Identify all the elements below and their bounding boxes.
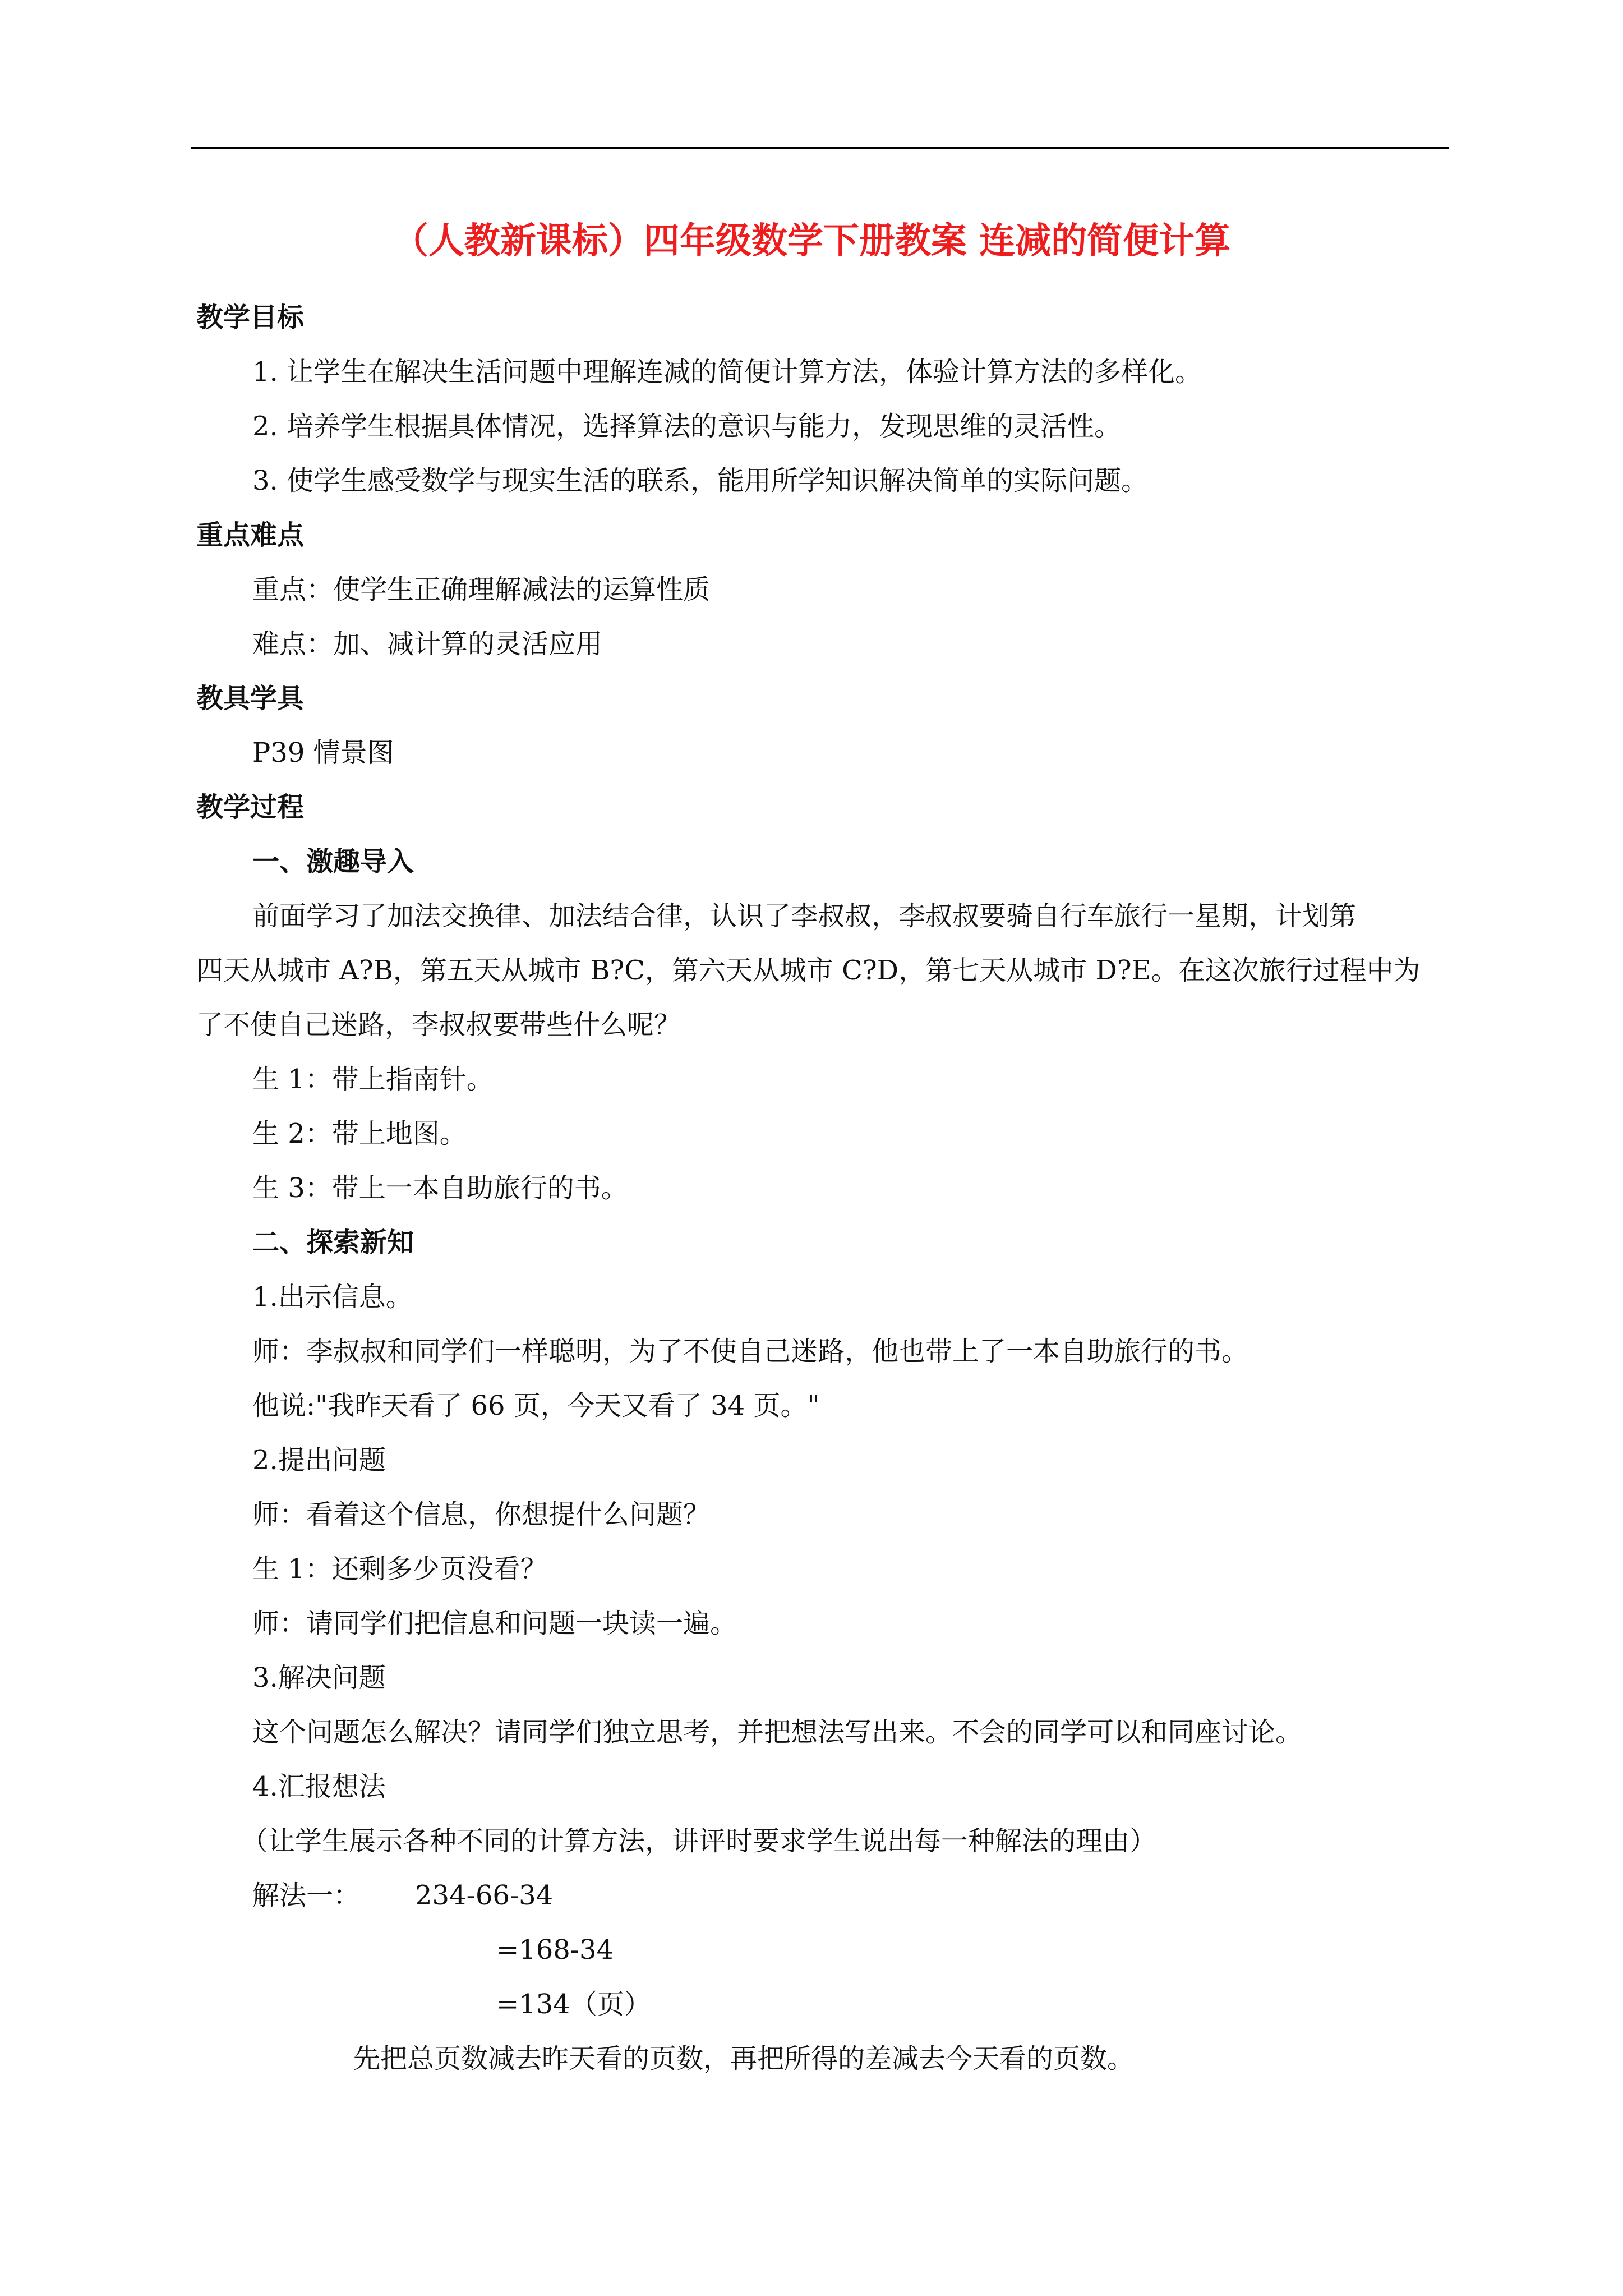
goal-item-3: 3. 使学生感受数学与现实生活的联系，能用所学知识解决简单的实际问题。 xyxy=(252,465,1149,496)
key-point-text: 重点：使学生正确理解减法的运算性质 xyxy=(252,574,711,605)
method-1-expression: 234-66-34 xyxy=(415,1880,554,1911)
intro-paragraph-line-2: 四天从城市 A?B，第五天从城市 B?C，第六天从城市 C?D，第七天从城市 D?E。在这次旅行过程中为 xyxy=(196,955,1421,986)
document-title: （人教新课标）四年级数学下册教案 连减的简便计算 xyxy=(392,220,1231,262)
method-1-explanation: 先把总页数减去昨天看的页数，再把所得的差减去今天看的页数。 xyxy=(353,2043,1135,2074)
step-1-title: 1.出示信息。 xyxy=(252,1281,413,1313)
teacher-line-2: 师：看着这个信息，你想提什么问题？ xyxy=(252,1499,711,1530)
goal-item-1: 1. 让学生在解决生活问题中理解连减的简便计算方法，体验计算方法的多样化。 xyxy=(252,356,1202,388)
intro-paragraph-line-3: 了不使自己迷路，李叔叔要带些什么呢？ xyxy=(196,1009,681,1041)
intro-paragraph-line-1: 前面学习了加法交换律、加法结合律，认识了李叔叔，李叔叔要骑自行车旅行一星期，计划第 xyxy=(252,900,1357,932)
heading-teaching-goals: 教学目标 xyxy=(196,302,305,333)
method-note: （让学生展示各种不同的计算方法，讲评时要求学生说出每一种解法的理由） xyxy=(241,1825,1157,1857)
heading-key-points: 重点难点 xyxy=(196,519,305,551)
teacher-line-1: 师：李叔叔和同学们一样聪明，为了不使自己迷路，他也带上了一本自助旅行的书。 xyxy=(252,1336,1249,1367)
goal-item-2: 2. 培养学生根据具体情况，选择算法的意识与能力，发现思维的灵活性。 xyxy=(252,411,1122,442)
step-2-title: 2.提出问题 xyxy=(252,1444,386,1476)
student-answer-2: 生 2：带上地图。 xyxy=(252,1118,467,1149)
heading-teaching-process: 教学过程 xyxy=(196,792,305,823)
quote-line: 他说:"我昨天看了 66 页，今天又看了 34 页。" xyxy=(252,1390,820,1421)
student-answer-1: 生 1：带上指南针。 xyxy=(252,1064,494,1095)
method-1-step-b: =134（页） xyxy=(496,1989,651,2020)
header-rule xyxy=(191,147,1449,149)
method-1-label: 解法一： xyxy=(252,1880,361,1911)
step-4-title: 4.汇报想法 xyxy=(252,1771,386,1802)
heading-teaching-tools: 教具学具 xyxy=(196,683,305,714)
step-3-title: 3.解决问题 xyxy=(252,1662,386,1694)
heading-part-1: 一、激趣导入 xyxy=(252,846,414,877)
difficult-point-text: 难点：加、减计算的灵活应用 xyxy=(252,628,603,660)
heading-part-2: 二、探索新知 xyxy=(252,1227,414,1258)
student-answer-3: 生 3：带上一本自助旅行的书。 xyxy=(252,1172,628,1204)
tools-item: P39 情景图 xyxy=(252,737,394,769)
student-line-1: 生 1：还剩多少页没看？ xyxy=(252,1553,547,1585)
prompt-line: 这个问题怎么解决？请同学们独立思考，并把想法写出来。不会的同学可以和同座讨论。 xyxy=(252,1717,1303,1748)
method-1-step-a: =168-34 xyxy=(496,1934,614,1966)
teacher-line-3: 师：请同学们把信息和问题一块读一遍。 xyxy=(252,1608,737,1639)
